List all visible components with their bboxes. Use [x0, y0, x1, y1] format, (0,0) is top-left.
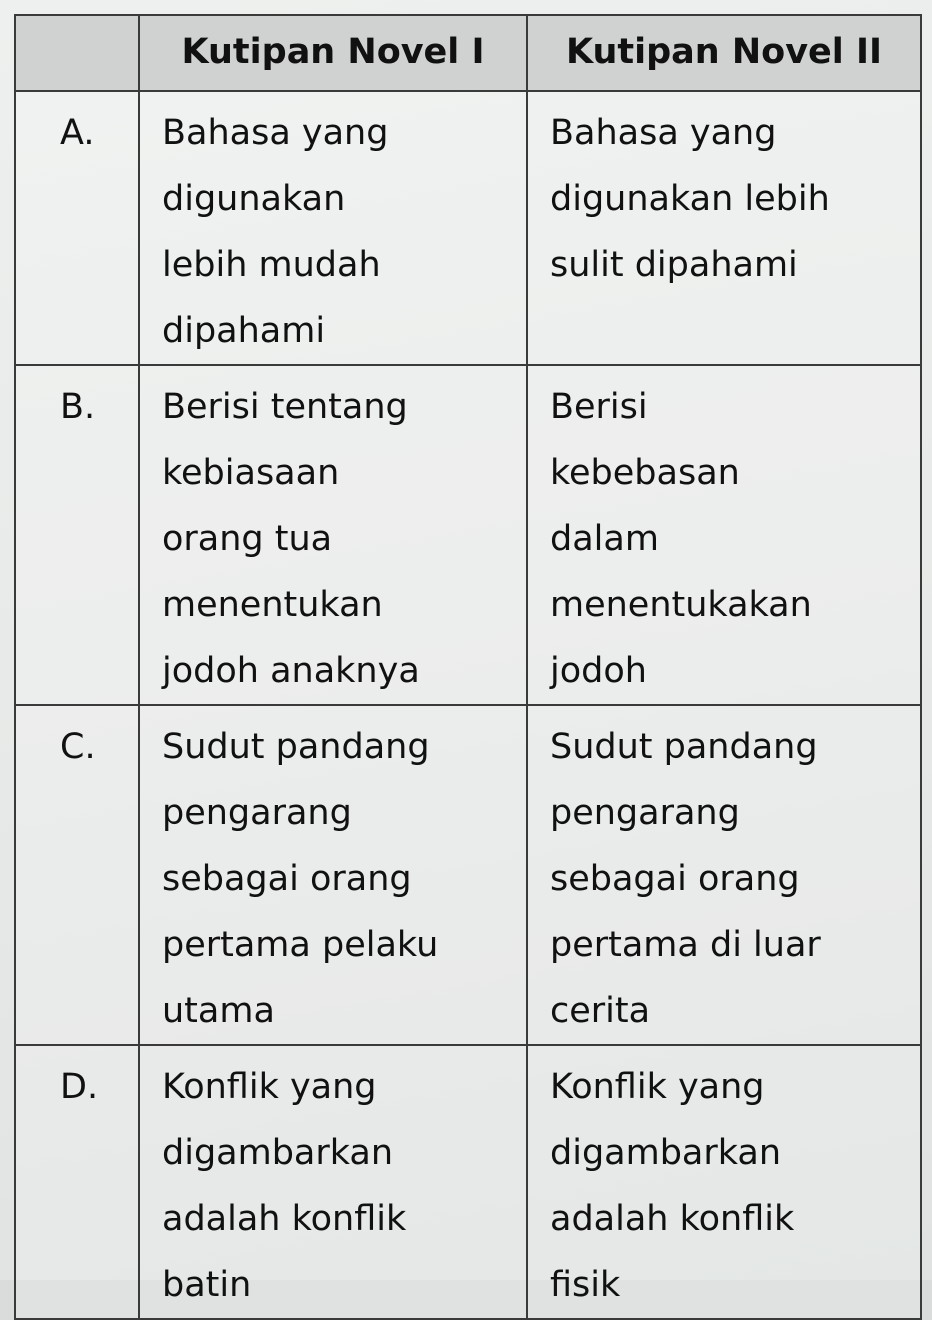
novel-2-cell: Bahasa yang digunakan lebih sulit dipahami [527, 91, 921, 365]
header-empty [15, 15, 139, 91]
novel-1-cell: Sudut pandang pengarang sebagai orang pertama pelaku utama [139, 705, 527, 1045]
option-label: D. [15, 1045, 139, 1319]
table-row [15, 365, 921, 705]
header-row [15, 15, 921, 91]
table-row [15, 705, 921, 1045]
table-row [15, 1045, 921, 1319]
table-row [15, 91, 921, 365]
novel-2-cell: Sudut pandang pengarang sebagai orang pertama di luar cerita [527, 705, 921, 1045]
novel-1-cell: Berisi tentang kebiasaan orang tua menentukan jodoh anaknya [139, 365, 527, 705]
comparison-table [14, 14, 922, 1320]
option-label: C. [15, 705, 139, 1045]
novel-2-cell: Konflik yang digambarkan adalah konflik fisik [527, 1045, 921, 1319]
header-novel-2: Kutipan Novel II [527, 15, 921, 91]
option-label: B. [15, 365, 139, 705]
header-novel-1: Kutipan Novel I [139, 15, 527, 91]
option-label: A. [15, 91, 139, 365]
novel-1-cell: Konflik yang digambarkan adalah konflik batin [139, 1045, 527, 1319]
novel-1-cell: Bahasa yang digunakan lebih mudah dipahami [139, 91, 527, 365]
novel-2-cell: Berisi kebebasan dalam menentukakan jodoh [527, 365, 921, 705]
